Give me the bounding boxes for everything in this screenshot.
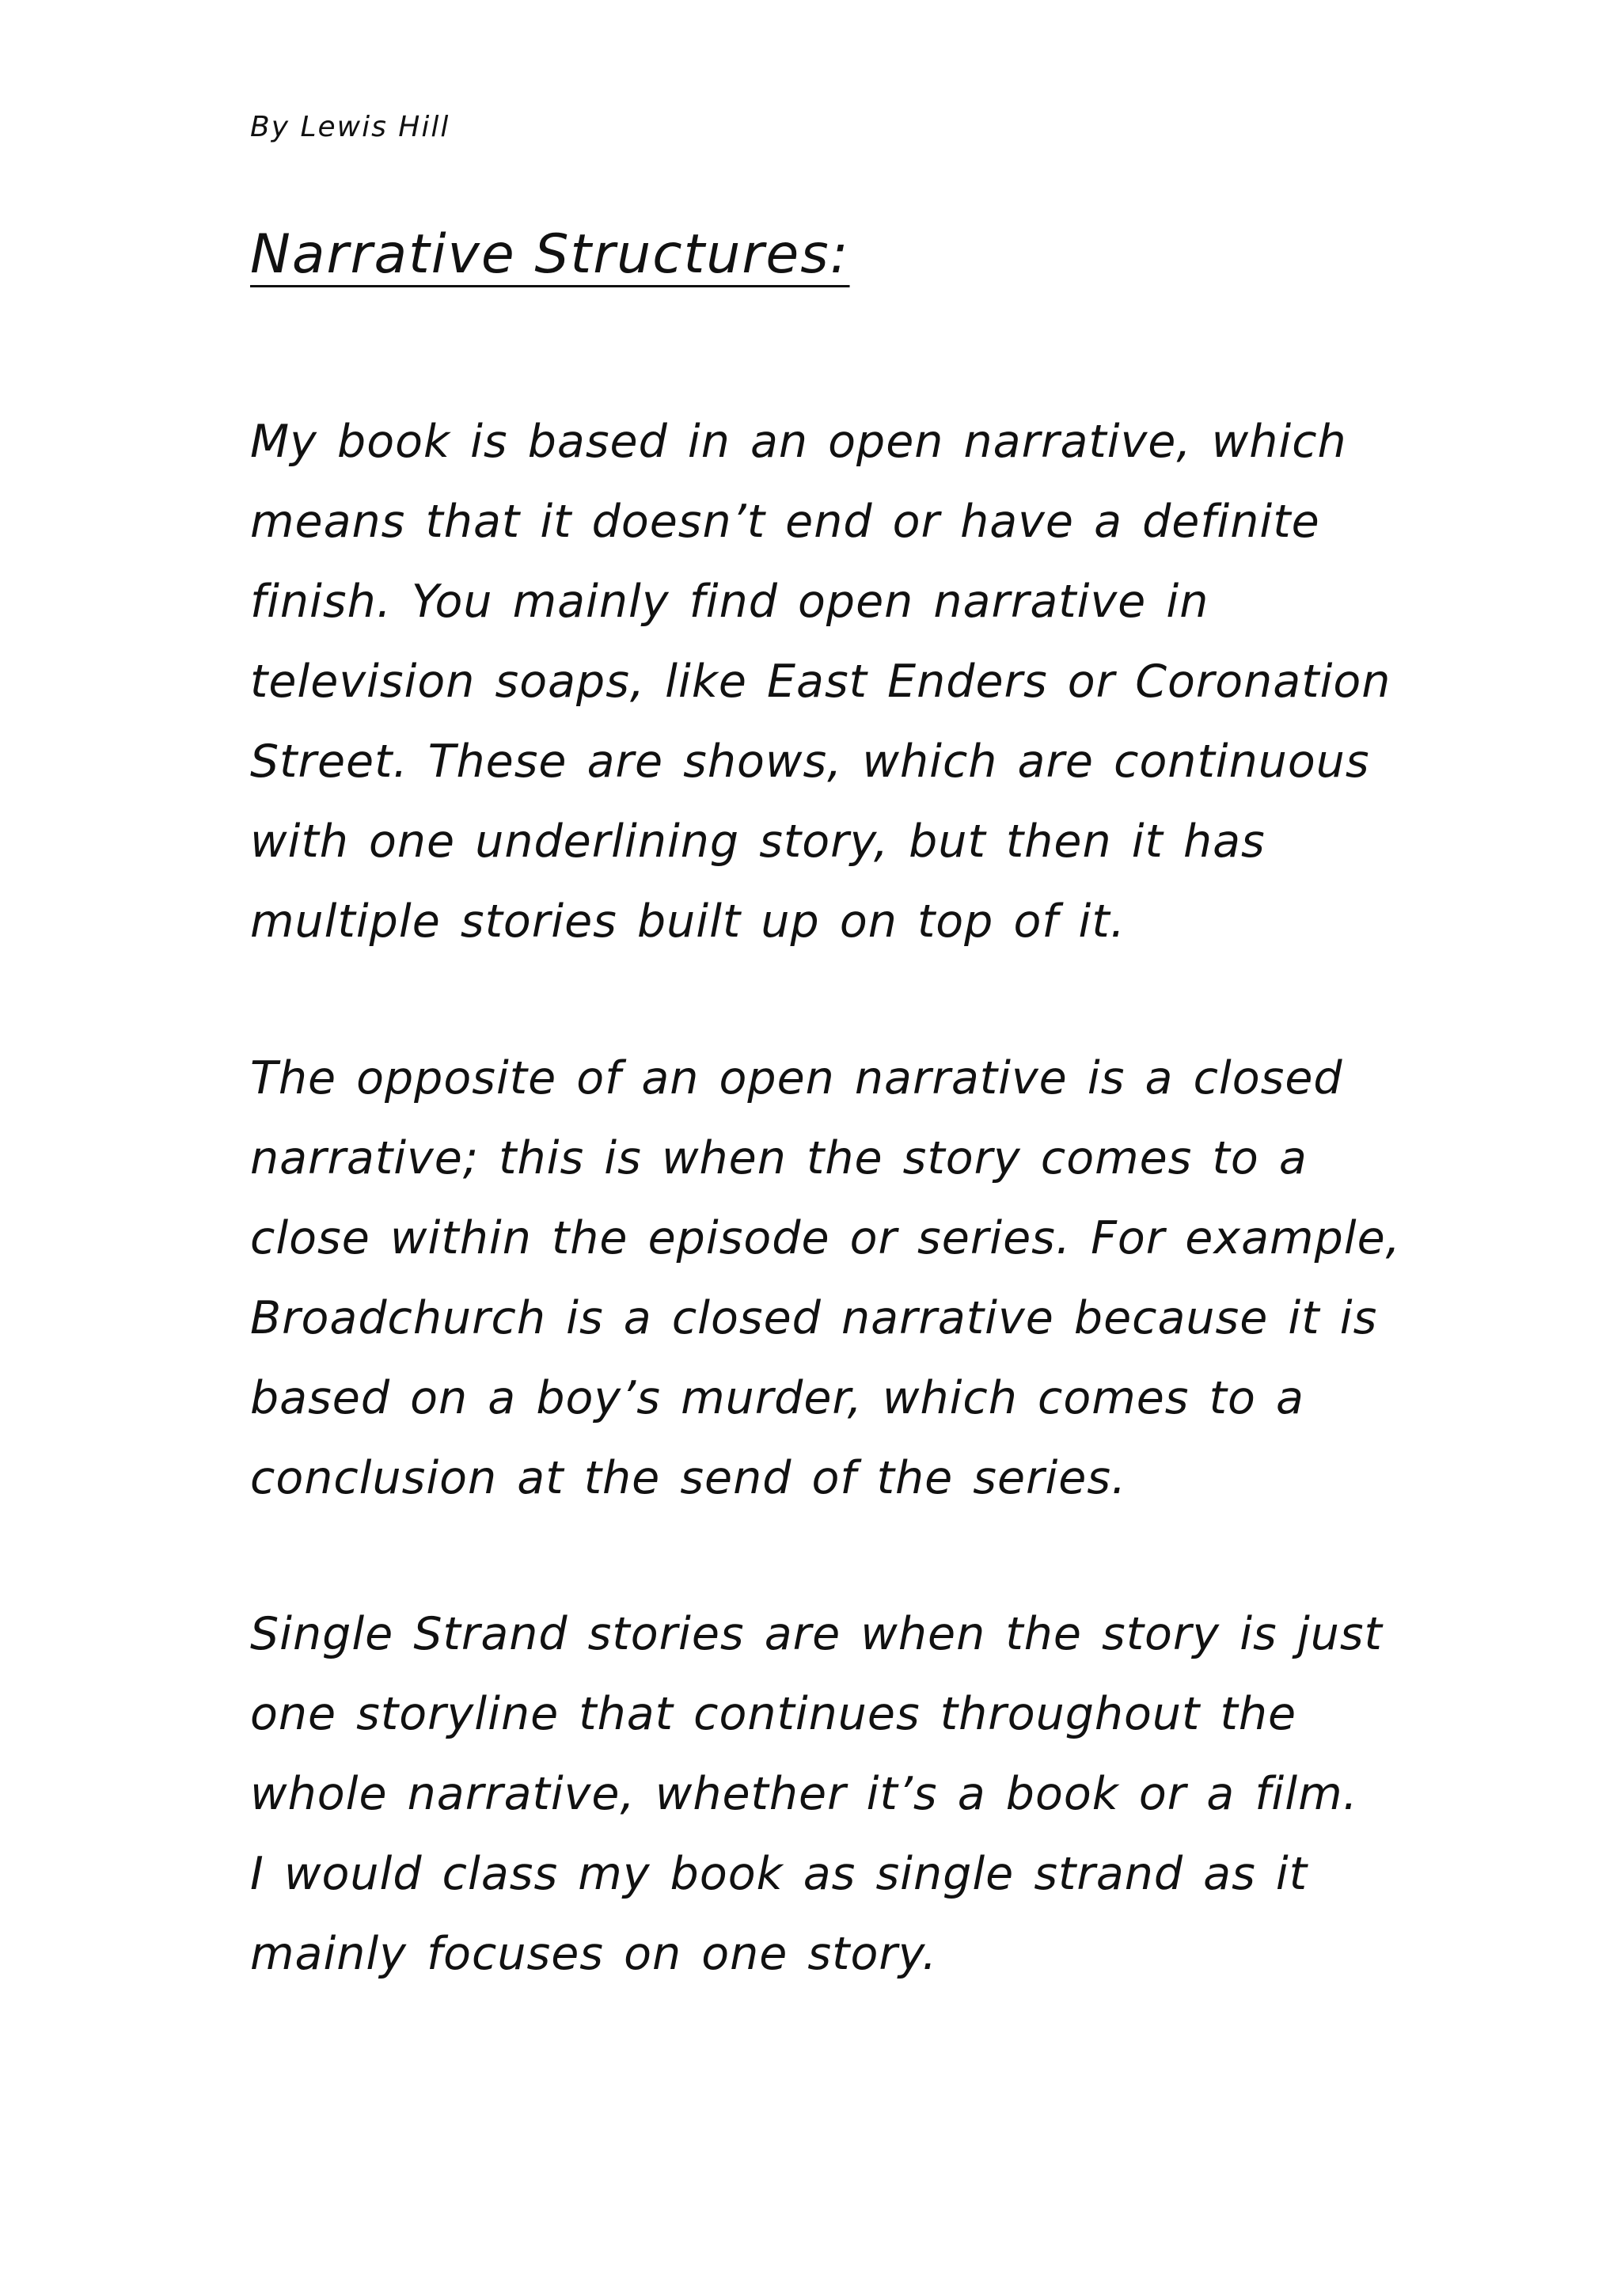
text-line: one storyline that continues throughout the [250,1688,1297,1740]
page-title: Narrative Structures: [250,223,850,286]
text-line: whole narrative, whether it’s a book or a film. [250,1768,1358,1820]
text-line: mainly focuses on one story. [250,1928,938,1980]
text-line: The opposite of an open narrative is a closed [250,1052,1343,1104]
text-line: Single Strand stories are when the story is just [250,1608,1383,1660]
text-line: based on a boy’s murder, which comes to a [250,1372,1304,1424]
text-line: narrative; this is when the story comes to a [250,1132,1308,1184]
text-line: close within the episode or series. For example, [250,1212,1401,1264]
text-line: finish. You mainly find open narrative in [250,576,1209,628]
text-line: with one underlining story, but then it has [250,815,1266,868]
text-line: Broadchurch is a closed narrative because it is [250,1292,1378,1344]
author-byline: By Lewis Hill [250,111,450,143]
paragraph-single-strand [250,1595,1437,1994]
text-line: I would class my book as single strand as it [250,1848,1308,1900]
text-line: My book is based in an open narrative, which [250,416,1347,468]
text-line: means that it doesn’t end or have a definite [250,496,1320,548]
text-line: multiple stories built up on top of it. [250,895,1126,948]
paragraph-open-narrative [250,402,1437,962]
text-line: television soaps, like East Enders or Coronation [250,656,1391,708]
text-line: conclusion at the send of the series. [250,1452,1127,1504]
paragraph-closed-narrative [250,1039,1437,1519]
text-line: Street. These are shows, which are continuous [250,736,1370,788]
